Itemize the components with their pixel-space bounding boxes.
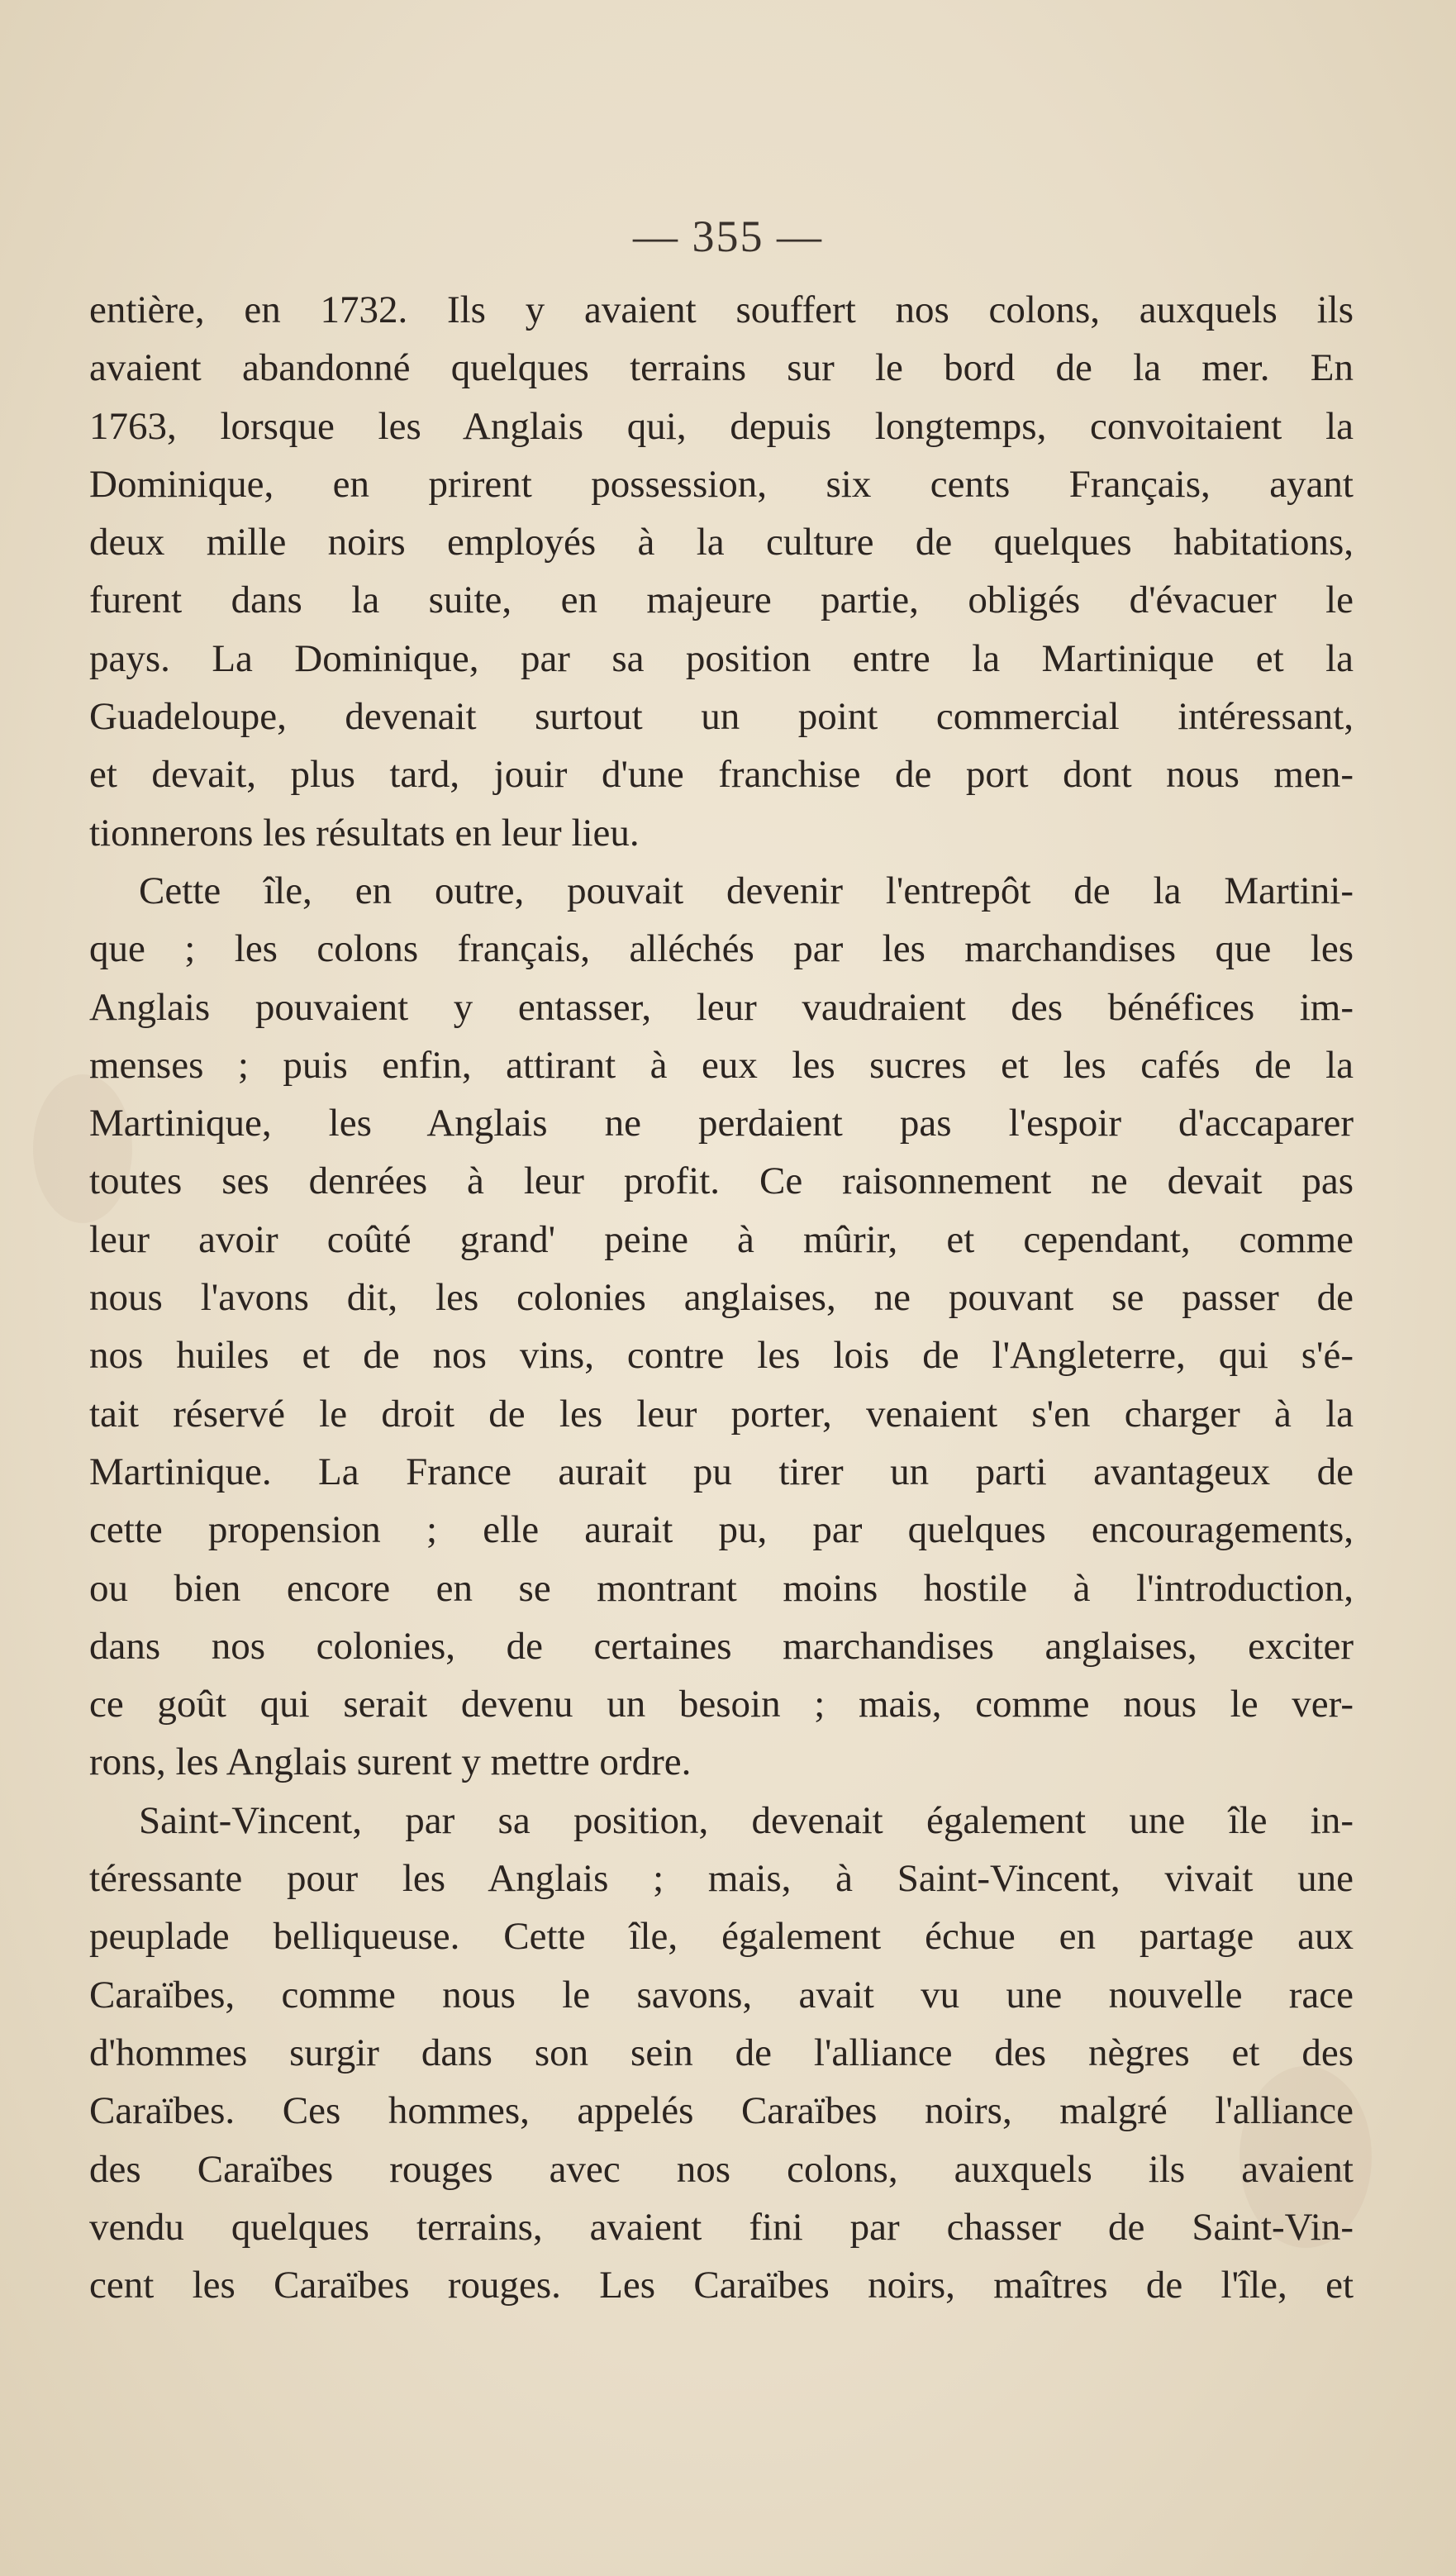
text-line: pays. La Dominique, par sa position entre la Martinique et la — [89, 636, 1354, 680]
text-line: tionnerons les résultats en leur lieu. — [89, 811, 640, 855]
text-line: cette propension ; elle aurait pu, par quelques encouragements, — [89, 1508, 1354, 1552]
text-line: ce goût qui serait devenu un besoin ; mais, comme nous le ver- — [89, 1683, 1354, 1726]
text-line: Cette île, en outre, pouvait devenir l'entrepôt de la Martini- — [139, 869, 1354, 912]
text-line: tait réservé le droit de les leur porter, venaient s'en charger à la — [89, 1392, 1354, 1436]
text-line: que ; les colons français, alléchés par les marchandises que les — [89, 927, 1354, 971]
body-text — [89, 281, 1354, 2314]
text-line: Caraïbes. Ces hommes, appelés Caraïbes noirs, malgré l'alliance — [89, 2089, 1354, 2133]
text-line: nos huiles et de nos vins, contre les lois de l'Angleterre, qui s'é- — [89, 1334, 1354, 1378]
text-line: Saint-Vincent, par sa position, devenait également une île in- — [139, 1798, 1354, 1842]
text-line: peuplade belliqueuse. Cette île, également échue en partage aux — [89, 1915, 1354, 1959]
text-line: toutes ses denrées à leur profit. Ce raisonnement ne devait pas — [89, 1159, 1354, 1203]
text-line: 1763, lorsque les Anglais qui, depuis longtemps, convoitaient la — [89, 404, 1354, 448]
text-line: des Caraïbes rouges avec nos colons, auxquels ils avaient — [89, 2147, 1354, 2191]
text-line: furent dans la suite, en majeure partie, obligés d'évacuer le — [89, 579, 1354, 622]
text-line: Martinique, les Anglais ne perdaient pas l'espoir d'accaparer — [89, 1102, 1354, 1145]
text-line: cent les Caraïbes rouges. Les Caraïbes noirs, maîtres de l'île, et — [89, 2264, 1354, 2307]
text-line: et devait, plus tard, jouir d'une franchise de port dont nous men- — [89, 753, 1354, 797]
text-line: nous l'avons dit, les colonies anglaises, ne pouvant se passer de — [89, 1276, 1354, 1320]
text-line: ou bien encore en se montrant moins hostile à l'introduction, — [89, 1566, 1354, 1610]
page-number: — 355 — — [633, 212, 823, 261]
text-line: leur avoir coûté grand' peine à mûrir, et cependant, comme — [89, 1217, 1354, 1261]
text-line: avaient abandonné quelques terrains sur le bord de la mer. En — [89, 346, 1354, 390]
text-line: entière, en 1732. Ils y avaient souffert nos colons, auxquels ils — [89, 288, 1354, 331]
text-line: Martinique. La France aurait pu tirer un parti avantageux de — [89, 1450, 1354, 1493]
text-line: d'hommes surgir dans son sein de l'alliance des nègres et des — [89, 2031, 1354, 2074]
text-line: Caraïbes, comme nous le savons, avait vu une nouvelle race — [89, 1973, 1354, 2017]
text-line: téressante pour les Anglais ; mais, à Saint-Vincent, vivait une — [89, 1857, 1354, 1901]
text-line: Guadeloupe, devenait surtout un point commercial intéressant, — [89, 695, 1354, 739]
text-line: menses ; puis enfin, attirant à eux les sucres et les cafés de la — [89, 1043, 1354, 1087]
text-line: deux mille noirs employés à la culture de quelques habitations, — [89, 521, 1354, 564]
text-line: Dominique, en prirent possession, six cents Français, ayant — [89, 462, 1354, 506]
text-line: rons, les Anglais surent y mettre ordre. — [89, 1740, 692, 1784]
text-line: vendu quelques terrains, avaient fini par chasser de Saint-Vin- — [89, 2205, 1354, 2249]
text-line: dans nos colonies, de certaines marchandises anglaises, exciter — [89, 1624, 1354, 1668]
text-line: Anglais pouvaient y entasser, leur vaudraient des bénéfices im- — [89, 985, 1354, 1029]
